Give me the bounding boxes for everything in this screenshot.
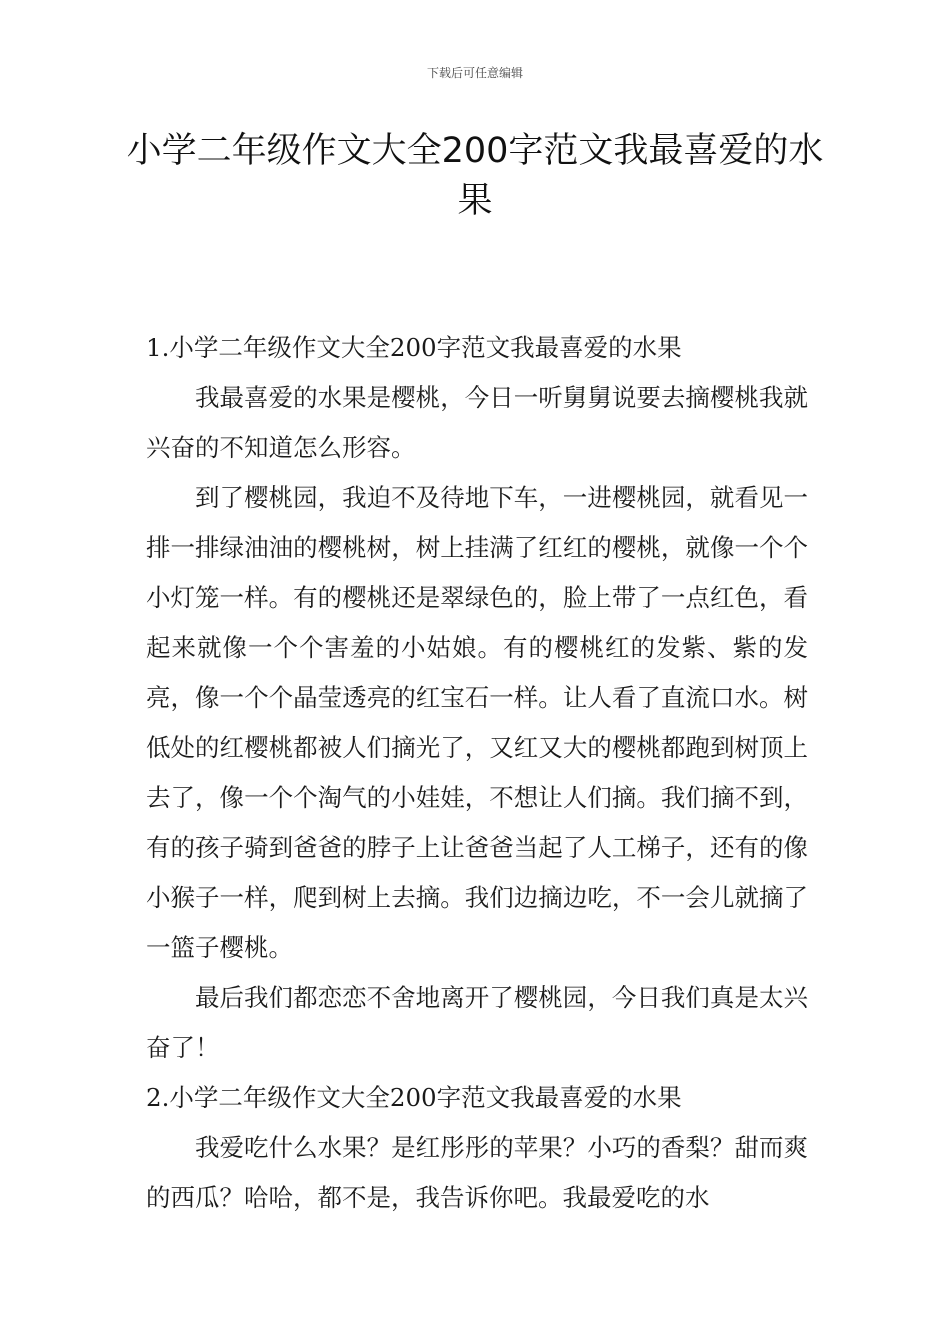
document-body <box>146 323 808 1223</box>
paragraph: 到了樱桃园，我迫不及待地下车，一进樱桃园，就看见一排一排绿油油的樱桃树，树上挂满了红红的樱桃，就像一个个小灯笼一样。有的樱桃还是翠绿色的，脸上带了一点红色，看起来就像一个个害羞的小姑娘。有的樱桃红的发紫、紫的发亮，像一个个晶莹透亮的红宝石一样。让人看了直流口水。树低处的红樱桃都被人们摘光了，又红又大的樱桃都跑到树顶上去了，像一个个淘气的小娃娃，不想让人们摘。我们摘不到，有的孩子骑到爸爸的脖子上让爸爸当起了人工梯子，还有的像小猴子一样，爬到树上去摘。我们边摘边吃，不一会儿就摘了一篮子樱桃。 <box>146 483 808 962</box>
paragraph: 我最喜爱的水果是樱桃，今日一听舅舅说要去摘樱桃我就兴奋的不知道怎么形容。 <box>146 383 808 462</box>
paragraph: 我爱吃什么水果？是红彤彤的苹果？小巧的香梨？甜而爽的西瓜？哈哈，都不是，我告诉你吧。我最爱吃的水 <box>146 1133 808 1212</box>
section-heading: 1.小学二年级作文大全200字范文我最喜爱的水果 <box>146 333 682 362</box>
paragraph: 最后我们都恋恋不舍地离开了樱桃园，今日我们真是太兴奋了！ <box>146 983 808 1062</box>
document-title: 小学二年级作文大全200字范文我最喜爱的水果 <box>126 131 824 221</box>
header-note: 下载后可任意编辑 <box>426 66 523 80</box>
section-heading: 2.小学二年级作文大全200字范文我最喜爱的水果 <box>146 1083 682 1112</box>
